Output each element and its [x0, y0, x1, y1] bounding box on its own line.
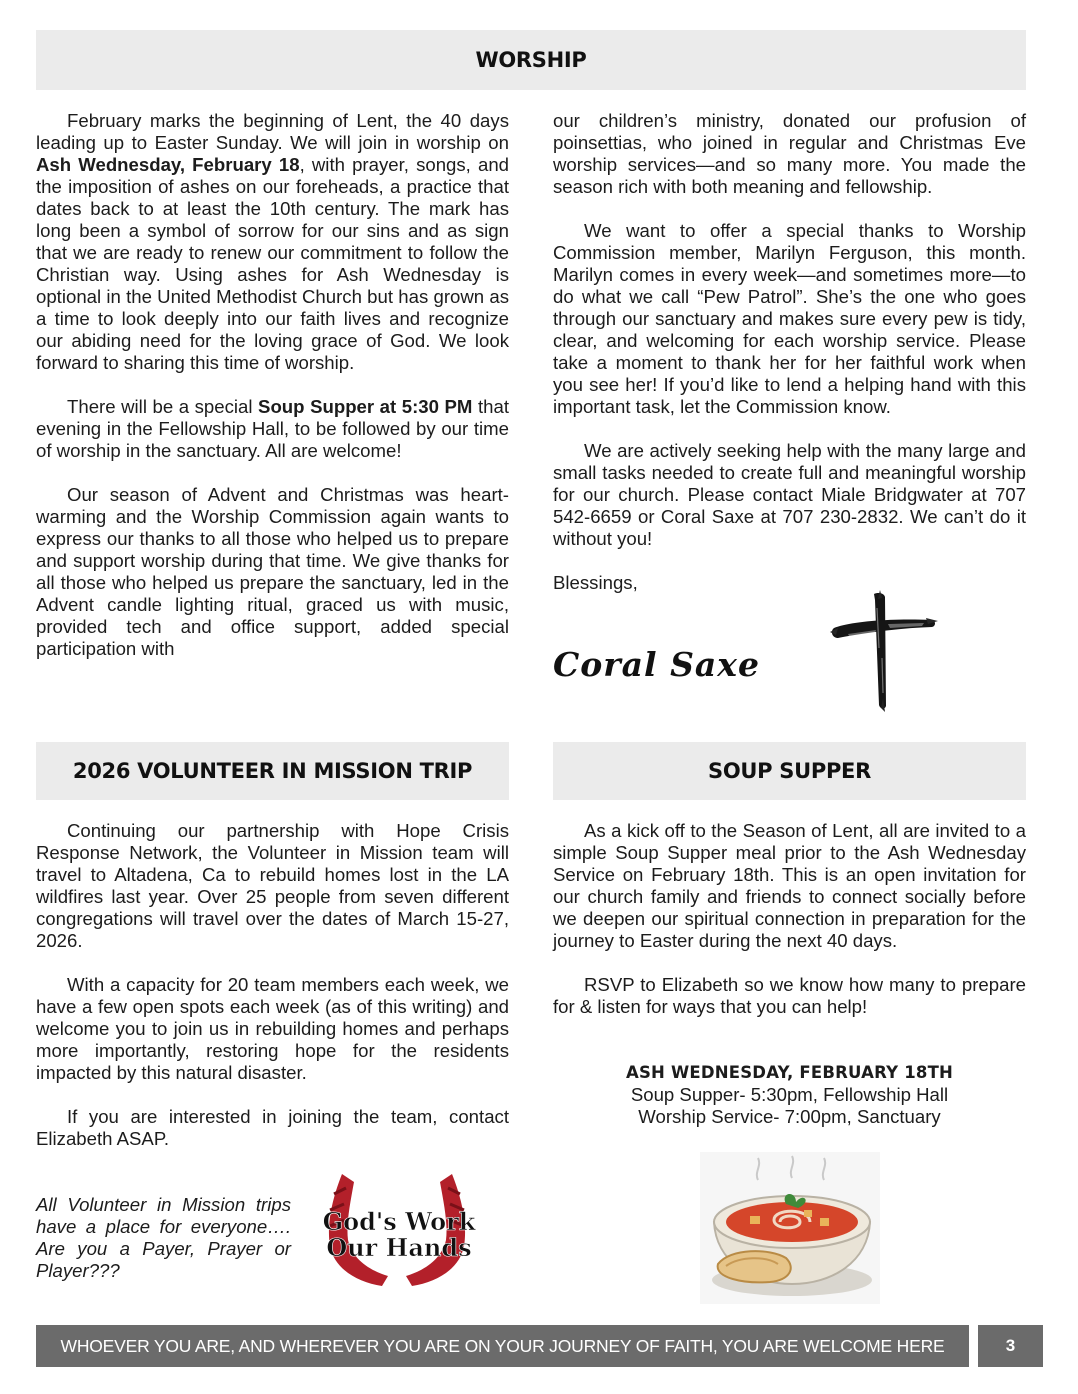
- event-title: ASH WEDNESDAY, FEBRUARY 18TH: [625, 1063, 954, 1082]
- vim-paragraph-2: With a capacity for 20 team members each week, we have a few open spots each week (as of this writing) and welcome you to join us in rebuilding homes and perhaps more importantly, restoring hope for the residents impacted by this natural disaster.: [36, 974, 509, 1083]
- worship-paragraph-5: We are actively seeking help with the many large and small tasks needed to create full and meaningful worship for our church. Please contact Miale Bridgwater at 707 542-6659 or Coral Saxe at 707 230-2832. We can’t do it without you!: [553, 440, 1026, 549]
- event-line-worship: Worship Service- 7:00pm, Sanctuary: [638, 1106, 941, 1127]
- worship-paragraph-1: February marks the beginning of Lent, the 40 days leading up to Easter Sunday. We will join in worship on Ash Wednesday, February 18, with prayer, songs, and the imposition of ashes on our foreheads, a practice that dates back to at least the 10th century. The mark has long been a symbol of sorrow for our sins and as sign that we are ready to renew our commitment to follow the Christian way. Using ashes for Ash Wednesday is optional in the United Methodist Church but has grown as a time to look deeply into our faith lives and recognize our abiding need for the loving grace of God. We look forward to sharing this time of worship.: [36, 110, 510, 373]
- event-details: [553, 1062, 1026, 1128]
- logo-line-1: God's Work: [322, 1207, 476, 1236]
- vim-paragraph-3: If you are interested in joining the team, contact Elizabeth ASAP.: [36, 1106, 509, 1149]
- soup-column: [553, 820, 1026, 1040]
- worship-column-left: [36, 110, 509, 682]
- soup-heading: SOUP SUPPER: [553, 742, 1026, 800]
- signature: Coral Saxe: [553, 645, 760, 684]
- worship-paragraph-3: Our season of Advent and Christmas was heart-warming and the Worship Commission again wants to express our thanks to all those who helped us to prepare and support worship during that time. We give thanks for all those who helped us prepare the sanctuary, led in the Advent candle lighting ritual, graced us with music, provided tech and office support, added special participation with: [36, 484, 509, 659]
- gods-work-hands-logo: [312, 1164, 482, 1290]
- vim-paragraph-1: Continuing our partnership with Hope Crisis Response Network, the Volunteer in Mission team will travel to Altadena, Ca to rebuild homes lost in the LA wildfires last year. Over 25 people from seven different congregations will travel over the dates of March 15-27, 2026.: [36, 820, 509, 951]
- footer-tagline: WHOEVER YOU ARE, AND WHEREVER YOU ARE ON YOUR JOURNEY OF FAITH, YOU ARE WELCOME HERE: [36, 1325, 969, 1367]
- worship-column-right: [553, 110, 1026, 616]
- closing-text: Blessings,: [553, 572, 638, 593]
- soup-paragraph-2: RSVP to Elizabeth so we know how many to prepare for & listen for ways that you can help!: [553, 974, 1026, 1017]
- soup-bowl-icon: [700, 1152, 880, 1304]
- vim-heading: 2026 VOLUNTEER IN MISSION TRIP: [36, 742, 509, 800]
- worship-paragraph-4: We want to offer a special thanks to Worship Commission member, Marilyn Ferguson, this month. Marilyn comes in every week—and sometimes more—to do what we call “Pew Patrol”. She’s the one who goes through our sanctuary and makes sure every pew is tidy, clear, and welcoming for each worship service. Please take a moment to thank her for her faithful work when you see her! If you’d like to lend a helping hand with this important task, let the Commission know.: [553, 220, 1026, 417]
- worship-paragraph-3-continued: our children’s ministry, donated our profusion of poinsettias, who joined in regular and Christmas Eve worship services—and so many more. You made the season rich with both meaning and fellowship.: [553, 110, 1026, 197]
- vim-note: All Volunteer in Mission trips have a place for everyone…. Are you a Payer, Prayer or Player???: [36, 1194, 291, 1281]
- cross-icon: [828, 588, 940, 712]
- ash-wednesday-date: Ash Wednesday, February 18: [36, 154, 300, 175]
- soup-paragraph-1: As a kick off to the Season of Lent, all are invited to a simple Soup Supper meal prior to the Ash Wednesday Service on February 18th. This is an open invitation for our church family and friends to connect socially before we deepen our spiritual connection in preparation for the journey to Easter during the next 40 days.: [553, 820, 1026, 951]
- page-number: 3: [978, 1325, 1043, 1367]
- worship-heading: WORSHIP: [36, 30, 1026, 90]
- event-line-soup: Soup Supper- 5:30pm, Fellowship Hall: [630, 1084, 949, 1105]
- soup-supper-time: Soup Supper at 5:30 PM: [258, 396, 473, 417]
- vim-column: [36, 820, 509, 1172]
- logo-line-2: Our Hands: [326, 1233, 472, 1262]
- worship-paragraph-2: There will be a special Soup Supper at 5:30 PM that evening in the Fellowship Hall, to be followed by our time of worship in the sanctuary. All are welcome!: [36, 396, 509, 461]
